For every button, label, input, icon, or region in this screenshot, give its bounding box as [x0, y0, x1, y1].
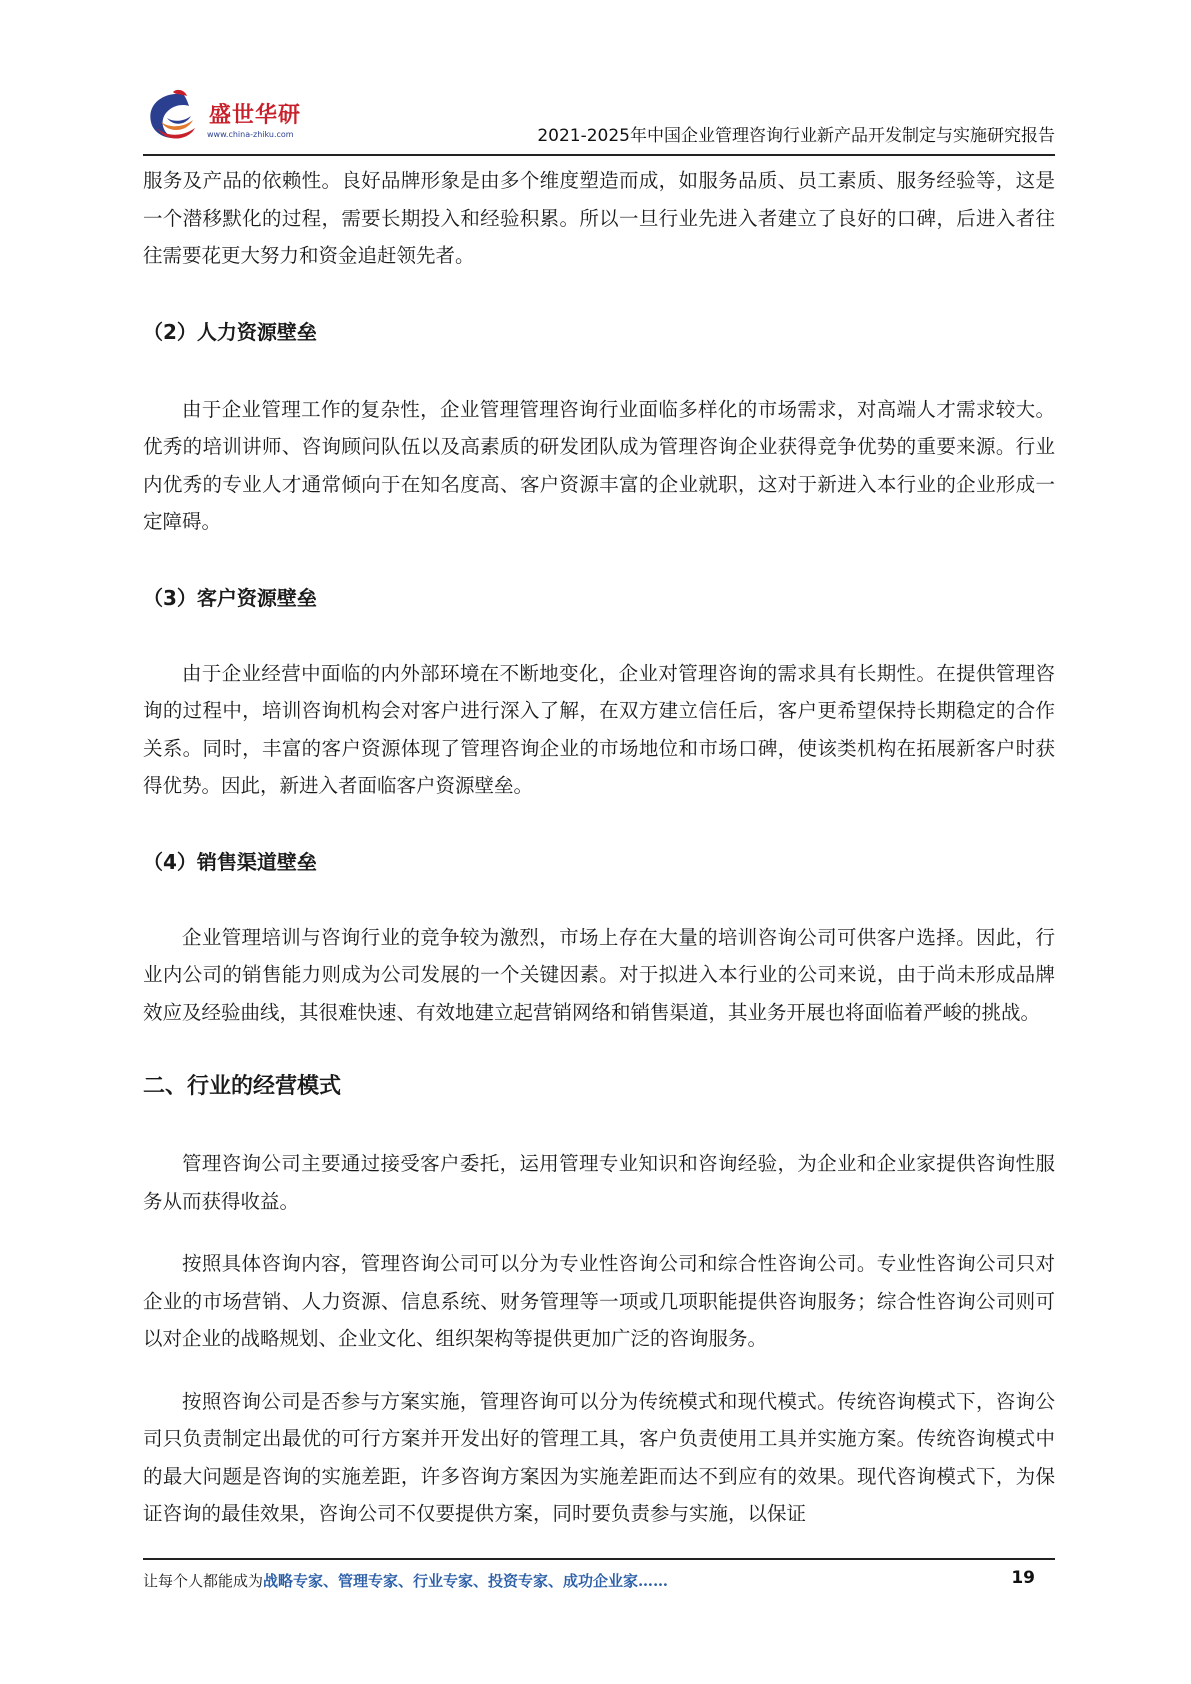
slogan-highlight: 战略专家、管理专家、行业专家、投资专家、成功企业家…… — [263, 1572, 669, 1590]
slogan-prefix: 让每个人都能成为 — [143, 1572, 264, 1590]
logo-brand-text: 盛世华研 — [209, 103, 302, 128]
header-divider — [143, 154, 1055, 156]
paragraph-hr-barrier: 由于企业管理工作的复杂性，企业管理管理咨询行业面临多样化的市场需求，对高端人才需求较大。优秀的培训讲师、咨询顾问队伍以及高素质的研发团队成为管理咨询企业获得竞争优势的重要来源。行业内优秀的专业人才通常倾向于在知名度高、客户资源丰富的企业就职，这对于新进入本行业的企业形成一定障碍。 — [143, 397, 1055, 533]
logo-swoosh-icon — [143, 88, 207, 148]
footer-slogan — [143, 1570, 668, 1591]
page-content — [143, 162, 1055, 1533]
footer-divider — [143, 1558, 1055, 1560]
logo — [143, 84, 323, 150]
section-heading-customer-barrier: （3）客户资源壁垒 — [143, 585, 317, 610]
page-header — [143, 84, 1055, 156]
paragraph-channel-barrier: 企业管理培训与咨询行业的竞争较为激烈，市场上存在大量的培训咨询公司可供客户选择。因此，行业内公司的销售能力则成为公司发展的一个关键因素。对于拟进入本行业的公司来说，由于尚未形成品牌效应及经验曲线，其很难快速、有效地建立起营销网络和销售渠道，其业务开展也将面临着严峻的挑战。 — [143, 925, 1055, 1024]
paragraph-customer-barrier: 由于企业经营中面临的内外部环境在不断地变化，企业对管理咨询的需求具有长期性。在提供管理咨询的过程中，培训咨询机构会对客户进行深入了解，在双方建立信任后，客户更希望保持长期稳定的合作关系。同时，丰富的客户资源体现了管理咨询企业的市场地位和市场口碑，使该类机构在拓展新客户时获得优势。因此，新进入者面临客户资源壁垒。 — [143, 661, 1055, 797]
page-footer — [143, 1568, 1055, 1598]
section-heading-channel-barrier: （4）销售渠道壁垒 — [143, 849, 317, 874]
chapter-heading-business-model: 二、行业的经营模式 — [143, 1074, 342, 1099]
paragraph-business-model-2: 按照具体咨询内容，管理咨询公司可以分为专业性咨询公司和综合性咨询公司。专业性咨询公司只对企业的市场营销、人力资源、信息系统、财务管理等一项或几项职能提供咨询服务；综合性咨询公司则可以对企业的战略规划、企业文化、组织架构等提供更加广泛的咨询服务。 — [143, 1252, 1055, 1350]
paragraph-intro: 服务及产品的依赖性。良好品牌形象是由多个维度塑造而成，如服务品质、员工素质、服务经验等，这是一个潜移默化的过程，需要长期投入和经验积累。所以一旦行业先进入者建立了良好的口碑，后进入者往往需要花更大努力和资金追赶领先者。 — [143, 169, 1055, 267]
section-heading-hr-barrier: （2）人力资源壁垒 — [143, 319, 317, 344]
report-title: 2021-2025年中国企业管理咨询行业新产品开发制定与实施研究报告 — [537, 126, 1055, 146]
page-number: 19 — [1011, 1568, 1035, 1588]
paragraph-business-model-1: 管理咨询公司主要通过接受客户委托，运用管理专业知识和咨询经验，为企业和企业家提供咨询性服务从而获得收益。 — [143, 1152, 1055, 1213]
logo-url-text: www.china-zhiku.com — [207, 130, 294, 139]
paragraph-business-model-3: 按照咨询公司是否参与方案实施，管理咨询可以分为传统模式和现代模式。传统咨询模式下，咨询公司只负责制定出最优的可行方案并开发出好的管理工具，客户负责使用工具并实施方案。传统咨询模式中的最大问题是咨询的实施差距，许多咨询方案因为实施差距而达不到应有的效果。现代咨询模式下，为保证咨询的最佳效果，咨询公司不仅要提供方案，同时要负责参与实施，以保证 — [143, 1389, 1055, 1525]
